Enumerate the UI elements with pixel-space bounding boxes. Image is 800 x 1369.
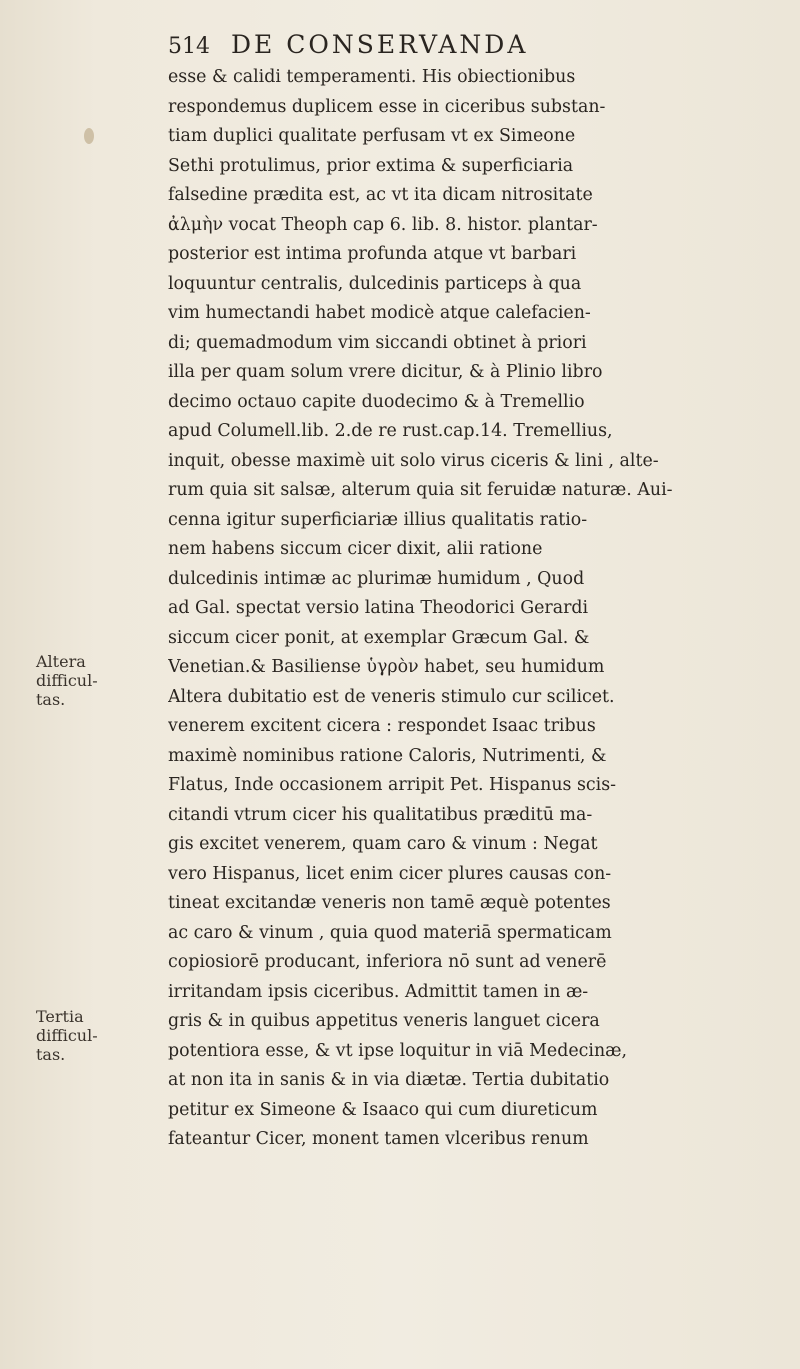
margin-note-line: difficul- <box>36 671 98 690</box>
text-line: respondemus duplicem esse in ciceribus substan- <box>168 96 606 117</box>
text-line: tiam duplici qualitate perfusam vt ex Simeone <box>168 126 576 146</box>
text-line: copiosiorē producant, inferiora nō sunt ad venerē <box>168 952 607 972</box>
page-number: 514 <box>168 34 210 59</box>
running-title: DE CONSERVANDA <box>230 30 529 59</box>
text-line: at non ita in sanis & in via diætæ. Tertia dubitatio <box>168 1070 610 1090</box>
text-line: gris & in quibus appetitus veneris languet cicera <box>168 1011 600 1031</box>
margin-note-line: Altera <box>36 652 86 671</box>
text-line: petitur ex Simeone & Isaaco qui cum diureticum <box>168 1099 598 1120</box>
text-line: maximè nominibus ratione Caloris, Nutrimenti, & <box>168 745 607 766</box>
text-line: Altera dubitatio est de veneris stimulo cur scilicet. <box>168 686 615 707</box>
margin-note-line: difficul- <box>36 1026 98 1045</box>
text-line: ἀλμὴν vocat Theoph cap 6. lib. 8. histor. plantar- <box>168 214 598 235</box>
text-line: posterior est intima profunda atque vt barbari <box>168 244 577 264</box>
paper-stain <box>84 128 94 144</box>
text-line: citandi vtrum cicer his qualitatibus præditū ma- <box>168 804 593 825</box>
text-line: loquuntur centralis, dulcedinis particeps à qua <box>168 273 582 294</box>
text-line: fateantur Cicer, monent tamen vlceribus renum <box>168 1129 589 1149</box>
text-line: dulcedinis intimæ ac plurimæ humidum , Quod <box>168 568 585 589</box>
margin-note-altera <box>36 652 156 709</box>
text-line: ac caro & vinum , quia quod materiā spermaticam <box>168 922 612 943</box>
text-line: illa per quam solum vrere dicitur, & à Plinio libro <box>168 362 603 382</box>
text-line: di; quemadmodum vim siccandi obtinet à priori <box>168 332 587 353</box>
text-line: inquit, obesse maximè uit solo virus ciceris & lini , alte- <box>168 450 659 471</box>
running-header <box>168 30 768 59</box>
text-line: vero Hispanus, licet enim cicer plures causas con- <box>168 863 612 884</box>
text-line: gis excitet venerem, quam caro & vinum : Negat <box>168 834 598 854</box>
text-line: Flatus, Inde occasionem arripit Pet. Hispanus scis- <box>168 775 617 795</box>
text-line: siccum cicer ponit, at exemplar Græcum Gal. & <box>168 627 590 648</box>
text-line: vim humectandi habet modicè atque calefacien- <box>168 303 591 323</box>
text-line: decimo octauo capite duodecimo & à Tremellio <box>168 391 585 412</box>
margin-note-line: tas. <box>36 1045 66 1064</box>
text-line: Venetian.& Basiliense ὑγρὸν habet, seu humidum <box>168 657 605 677</box>
text-line: irritandam ipsis ciceribus. Admittit tamen in æ- <box>168 981 589 1002</box>
text-line: apud Columell.lib. 2.de re rust.cap.14. Tremellius, <box>168 421 613 441</box>
text-line: cenna igitur superficiariæ illius qualitatis ratio- <box>168 509 588 530</box>
text-line: potentiora esse, & vt ipse loquitur in viā Medecinæ, <box>168 1040 628 1061</box>
text-line: venerem excitent cicera : respondet Isaac tribus <box>168 716 596 736</box>
text-line: nem habens siccum cicer dixit, alii ratione <box>168 539 543 559</box>
text-line: falsedine prædita est, ac vt ita dicam nitrositate <box>168 185 593 205</box>
text-line: Sethi protulimus, prior extima & superficiaria <box>168 155 574 176</box>
text-line: rum quia sit salsæ, alterum quia sit feruidæ naturæ. Aui- <box>168 480 673 500</box>
text-line: ad Gal. spectat versio latina Theodorici Gerardi <box>168 598 589 618</box>
text-line: tineat excitandæ veneris non tamē æquè potentes <box>168 893 611 913</box>
margin-note-tertia <box>36 1007 156 1064</box>
margin-note-line: Tertia <box>36 1007 84 1026</box>
margin-note-line: tas. <box>36 690 66 709</box>
main-text-column <box>168 63 778 1155</box>
text-line: esse & calidi temperamenti. His obiectionibus <box>168 67 576 87</box>
